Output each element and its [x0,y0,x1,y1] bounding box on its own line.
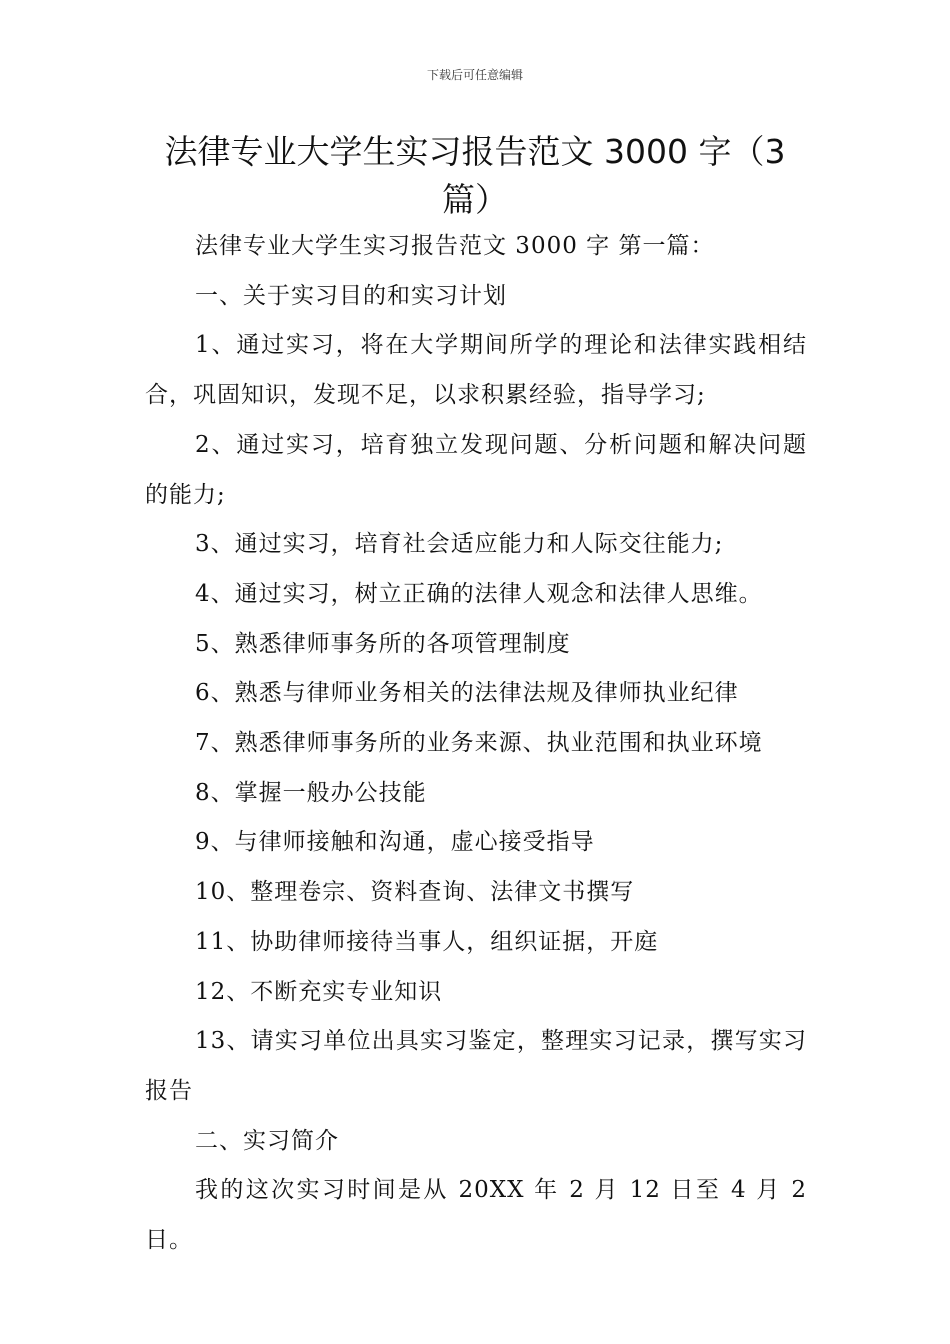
list-item: 2、通过实习，培育独立发现问题、分析问题和解决问题的能力; [145,431,807,508]
list-item: 9、与律师接触和沟通，虚心接受指导 [195,829,595,856]
header-note: 下载后可任意编辑 [426,68,523,82]
list-item: 10、整理卷宗、资料查询、法律文书撰写 [195,879,635,906]
list-item: 7、熟悉律师事务所的业务来源、执业范围和执业环境 [195,730,763,757]
section-heading: 一、关于实习目的和实习计划 [195,282,507,309]
list-item: 13、请实习单位出具实习鉴定，整理实习记录，撰写实习报告 [145,1028,807,1104]
section-heading: 二、实习简介 [195,1127,339,1154]
list-item: 11、协助律师接待当事人，组织证据，开庭 [195,928,659,955]
list-item: 12、不断充实专业知识 [195,978,443,1005]
list-item: 8、掌握一般办公技能 [195,779,427,806]
document-body [145,222,807,1266]
list-item: 3、通过实习，培育社会适应能力和人际交往能力; [195,531,724,558]
list-item: 4、通过实习，树立正确的法律人观念和法律人思维。 [195,580,763,607]
document-title: 法律专业大学生实习报告范文 3000 字（3篇） [164,132,786,219]
list-item: 1、通过实习，将在大学期间所学的理论和法律实践相结合，巩固知识，发现不足，以求积累经验，指导学习; [145,332,807,409]
paragraph: 法律专业大学生实习报告范文 3000 字 第一篇： [195,233,715,259]
list-item: 6、熟悉与律师业务相关的法律法规及律师执业纪律 [195,680,739,707]
list-item: 5、熟悉律师事务所的各项管理制度 [195,630,571,657]
paragraph: 我的这次实习时间是从 20XX 年 2 月 12 日至 4 月 2 日。 [145,1177,807,1254]
